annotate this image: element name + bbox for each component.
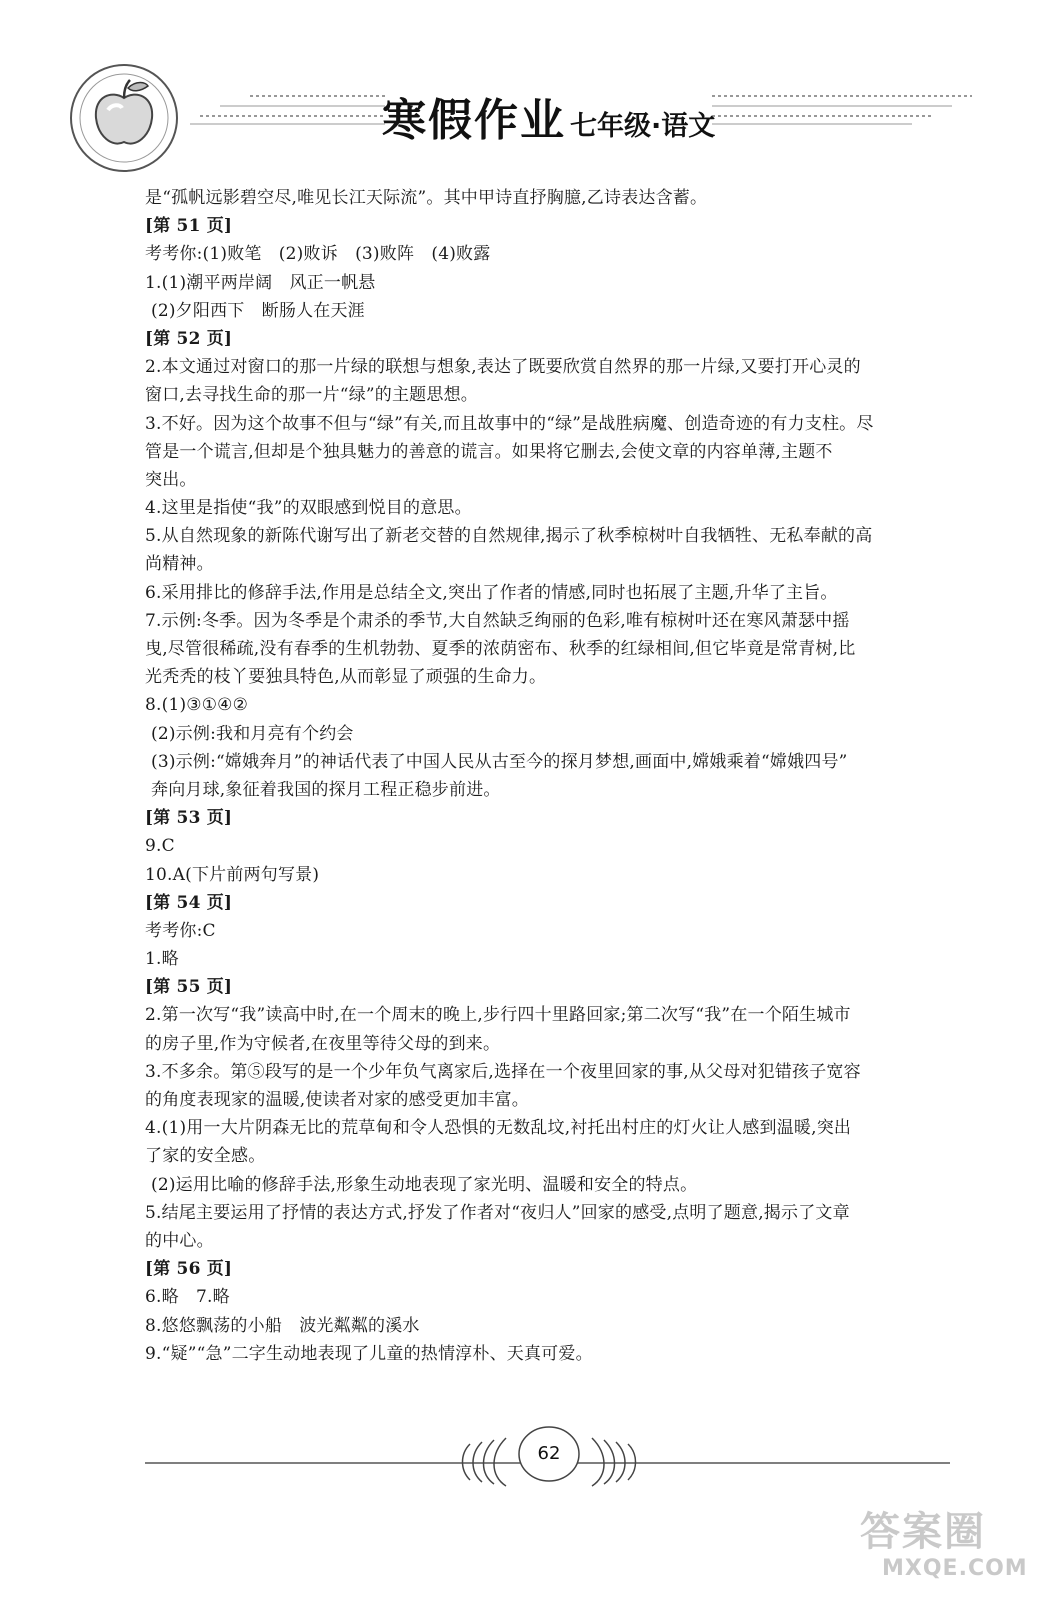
answer-line: 2.本文通过对窗口的那一片绿的联想与想象,表达了既要欣赏自然界的那一片绿,又要打开心灵的: [145, 357, 861, 378]
answer-line: 10.A(下片前两句写景): [145, 864, 320, 885]
page-number: 62: [537, 1443, 561, 1464]
answer-line: 9.“疑”“急”二字生动地表现了儿童的热情淳朴、天真可爱。: [145, 1343, 593, 1364]
answer-line: (2)示例:我和月亮有个约会: [151, 723, 354, 744]
section-heading: [第 54 页]: [145, 892, 233, 913]
answer-line: 3.不多余。第⑤段写的是一个少年负气离家后,选择在一个夜里回家的事,从父母对犯错孩子宽容: [145, 1061, 861, 1082]
answer-line: (2)夕阳西下 断肠人在天涯: [151, 300, 365, 321]
title-main: 寒假作业: [382, 95, 566, 146]
answer-line: 管是一个谎言,但却是个独具魅力的善意的谎言。如果将它删去,会使文章的内容单薄,主题不: [145, 441, 833, 462]
answer-line: 8.(1)③①④②: [145, 695, 249, 716]
page-title: [382, 84, 715, 148]
section-heading: [第 52 页]: [145, 328, 233, 349]
watermark-top: 答案圈: [860, 1509, 986, 1555]
title-sub: 七年级·语文: [570, 111, 716, 142]
answer-line: 8.悠悠飘荡的小船 波光粼粼的溪水: [145, 1315, 420, 1336]
answer-line: 1.(1)潮平两岸阔 风正一帆悬: [145, 272, 376, 293]
answer-line: 突出。: [145, 469, 197, 490]
answer-line: 曳,尽管很稀疏,没有春季的生机勃勃、夏季的浓荫密布、秋季的红绿相间,但它毕竟是常青树,比: [145, 639, 856, 659]
answer-line: 6.采用排比的修辞手法,作用是总结全文,突出了作者的情感,同时也拓展了主题,升华了主旨。: [145, 582, 838, 603]
header-dotted-lines-left: [190, 90, 390, 130]
answer-line: 5.结尾主要运用了抒情的表达方式,抒发了作者对“夜归人”回家的感受,点明了题意,揭示了文章: [145, 1202, 850, 1223]
answer-line: 7.示例:冬季。因为冬季是个肃杀的季节,大自然缺乏绚丽的色彩,唯有椋树叶还在寒风萧瑟中摇: [145, 610, 850, 631]
watermark: [860, 1508, 1050, 1596]
answer-line: 9.C: [145, 836, 175, 857]
answer-line: 5.从自然现象的新陈代谢写出了新老交替的自然规律,揭示了秋季椋树叶自我牺牲、无私奉献的高: [145, 526, 873, 547]
answer-line: 窗口,去寻找生命的那一片“绿”的主题思想。: [145, 385, 478, 406]
answer-line: 光秃秃的枝丫要独具特色,从而彰显了顽强的生命力。: [145, 667, 547, 688]
answer-line: 考考你:(1)败笔 (2)败诉 (3)败阵 (4)败露: [145, 244, 491, 265]
page-header: [0, 0, 1062, 175]
answer-line: 是“孤帆远影碧空尽,唯见长江天际流”。其中甲诗直抒胸臆,乙诗表达含蓄。: [145, 188, 708, 208]
answer-line: 的中心。: [145, 1230, 214, 1251]
answer-line: (2)运用比喻的修辞手法,形象生动地表现了家光明、温暖和安全的特点。: [151, 1174, 698, 1195]
watermark-bottom: MXQE.COM: [882, 1556, 1028, 1581]
apple-logo-icon: [68, 62, 180, 174]
answer-line: 了家的安全感。: [145, 1146, 266, 1167]
answer-line: (3)示例:“嫦娥奔月”的神话代表了中国人民从古至今的探月梦想,画面中,嫦娥乘着“嫦娥四号”: [151, 751, 848, 772]
answer-line: 4.这里是指使“我”的双眼感到悦目的意思。: [145, 498, 472, 519]
answer-line: 2.第一次写“我”读高中时,在一个周末的晚上,步行四十里路回家;第二次写“我”在一个陌生城市: [145, 1005, 851, 1026]
answer-line: 1.略: [145, 949, 179, 970]
section-heading: [第 51 页]: [145, 216, 233, 237]
answer-line: 4.(1)用一大片阴森无比的荒草甸和令人恐惧的无数乱坟,衬托出村庄的灯火让人感到温暖,突出: [145, 1118, 852, 1139]
answer-line: 考考你:C: [145, 920, 216, 941]
answer-line: 的房子里,作为守候者,在夜里等待父母的到来。: [145, 1033, 501, 1054]
answer-line: 的角度表现家的温暖,使读者对家的感受更加丰富。: [145, 1090, 530, 1110]
header-dotted-lines-right: [712, 90, 982, 130]
answer-line: 6.略 7.略: [145, 1287, 230, 1308]
answer-line: 3.不好。因为这个故事不但与“绿”有关,而且故事中的“绿”是战胜病魔、创造奇迹的有力支柱。尽: [145, 413, 874, 434]
answer-content: [145, 184, 960, 1368]
answer-line: 奔向月球,象征着我国的探月工程正稳步前进。: [151, 779, 501, 800]
answer-line: 尚精神。: [145, 554, 214, 575]
section-heading: [第 53 页]: [145, 808, 233, 829]
section-heading: [第 55 页]: [145, 977, 233, 998]
section-heading: [第 56 页]: [145, 1259, 233, 1280]
